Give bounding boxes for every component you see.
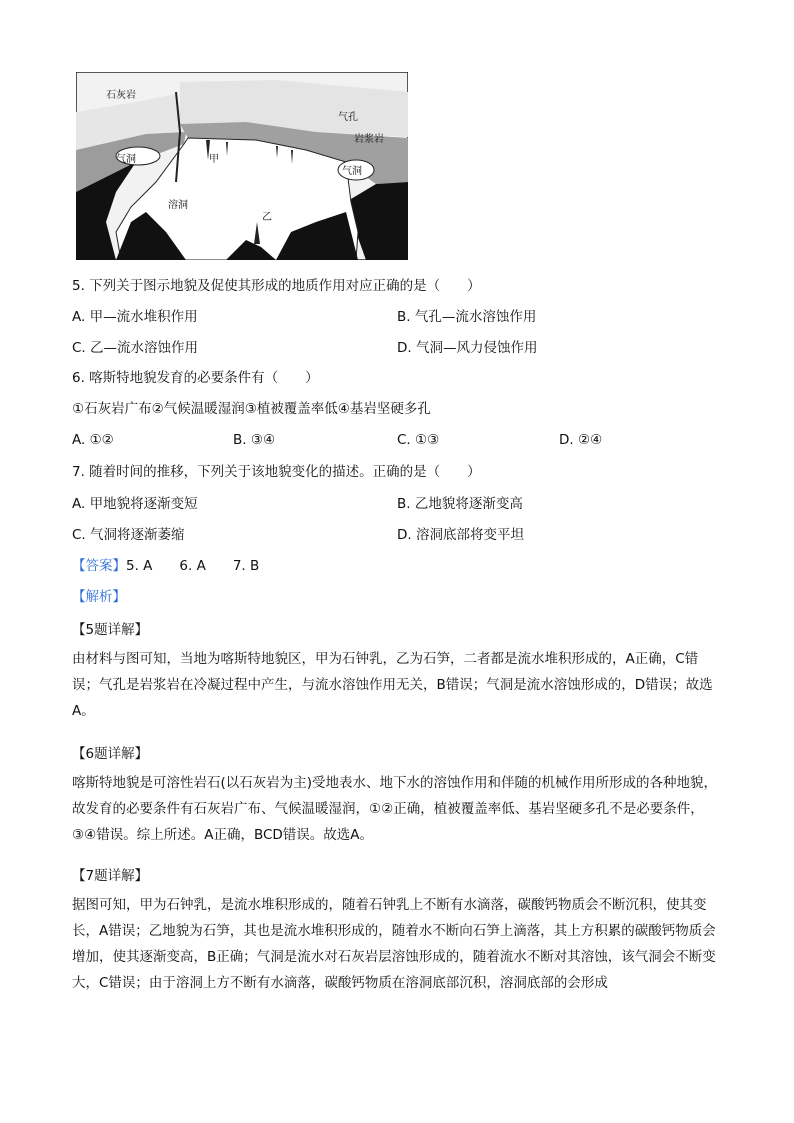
detail-7-title: 【7题详解】 [72,868,149,884]
q7-stem: 7. 随着时间的推移，下列关于该地貌变化的描述。正确的是（ ） [72,464,481,480]
detail-6-text: 喀斯特地貌是可溶性岩石(以石灰岩为主)受地表水、地下水的溶蚀作用和伴随的机械作用所形成的各种地貌，故发育的必要条件有石灰岩广布、气候温暖湿润，①②正确，植被覆盖率低、基岩坚硬多孔不是必要条件，③④错误。综上所述。A正确，BCD错误。故选A。 [72,775,718,843]
q6-stem: 6. 喀斯特地貌发育的必要条件有（ ） [72,370,319,386]
answer-text: 5. A 6. A 7. B [126,558,260,574]
q7-option-c: C. 气洞将逐渐萎缩 [72,527,185,543]
label-karst-cave: 溶洞 [168,200,188,211]
label-vesicle: 气孔 [338,112,358,123]
q6-option-a: A. ①② [72,432,114,448]
q7-option-d: D. 溶洞底部将变平坦 [397,527,524,543]
q6-conditions: ①石灰岩广布②气候温暖湿润③植被覆盖率低④基岩坚硬多孔 [72,401,431,417]
label-limestone: 石灰岩 [106,90,136,101]
detail-5-title: 【5题详解】 [72,622,149,638]
q6-option-b: B. ③④ [233,432,276,448]
answer-line [72,556,259,576]
q6-option-d: D. ②④ [559,432,603,448]
q5-option-c: C. 乙—流水溶蚀作用 [72,340,199,356]
karst-diagram-svg [76,72,408,260]
label-gas-cave-left: 气洞 [116,154,136,165]
label-jia: 甲 [209,154,219,165]
analysis-tag: 【解析】 [72,589,126,605]
detail-5-text: 由材料与图可知，当地为喀斯特地貌区，甲为石钟乳，乙为石笋，二者都是流水堆积形成的，A正确，C错误；气孔是岩浆岩在冷凝过程中产生，与流水溶蚀作用无关，B错误；气洞是流水溶蚀形成的，D错误；故选A。 [72,651,713,719]
q5-stem: 5. 下列关于图示地貌及促使其形成的地质作用对应正确的是（ ） [72,278,481,294]
q7-option-a: A. 甲地貌将逐渐变短 [72,496,198,512]
label-gas-cave-right: 气洞 [342,166,362,177]
q7-option-b: B. 乙地貌将逐渐变高 [397,496,523,512]
q5-option-d: D. 气洞—风力侵蚀作用 [397,340,538,356]
answer-tag: 【答案】 [72,558,126,574]
label-magma: 岩浆岩 [354,134,384,145]
detail-7-text: 据图可知，甲为石钟乳，是流水堆积形成的，随着石钟乳上不断有水滴落，碳酸钙物质会不断沉积，使其变长，A错误；乙地貌为石笋，其也是流水堆积形成的，随着水不断向石笋上滴落，其上方积累的碳酸钙物质会增加，使其逐渐变高，B正确；气洞是流水对石灰岩层溶蚀形成的，随着流水不断对其溶蚀，该气洞会不断变大，C错误；由于溶洞上方不断有水滴落，碳酸钙物质在溶洞底部沉积，溶洞底部的会形成 [72,897,716,991]
q5-option-a: A. 甲—流水堆积作用 [72,309,198,325]
q5-option-b: B. 气孔—流水溶蚀作用 [397,309,537,325]
label-yi: 乙 [262,212,272,223]
q6-option-c: C. ①③ [397,432,440,448]
karst-diagram [76,72,408,260]
detail-6-title: 【6题详解】 [72,746,149,762]
